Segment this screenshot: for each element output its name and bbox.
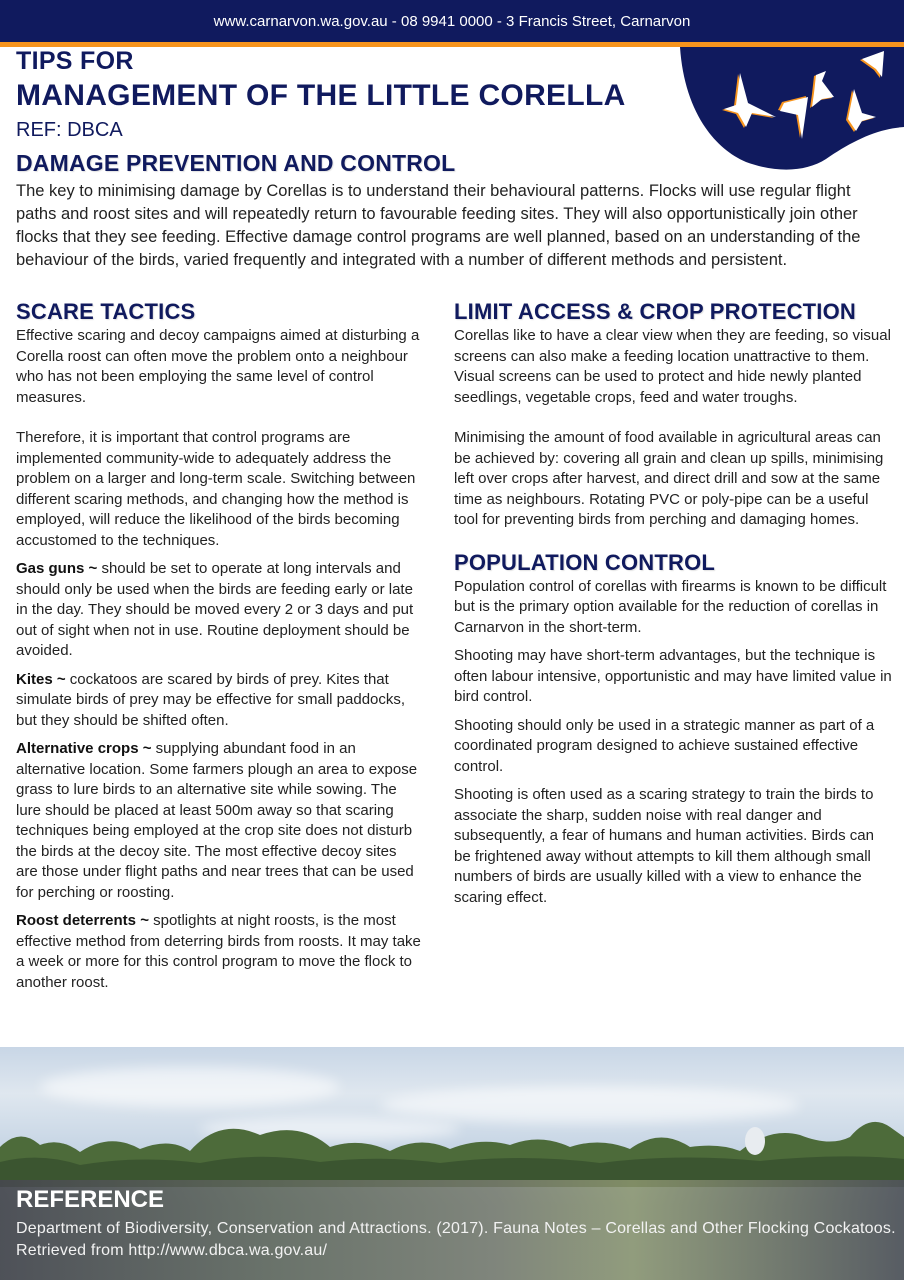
section-heading-damage-prevention: DAMAGE PREVENTION AND CONTROL [16, 150, 456, 176]
reference-citation: Department of Biodiversity, Conservation and Attractions. (2017). Fauna Notes – Corellas and Other Flocking Cockatoos. Retrieved from http://www.dbca.wa.gov.au/ [16, 1220, 896, 1259]
tactic-label: Gas guns ~ [16, 560, 98, 577]
tactic-gas-guns [16, 559, 421, 662]
section-heading-population-control: POPULATION CONTROL [454, 549, 716, 575]
section-heading-scare-tactics: SCARE TACTICS [16, 299, 196, 324]
population-paragraph: Shooting should only be used in a strategic manner as part of a coordinated program designed to achieve sustained effective control. [454, 716, 875, 775]
flying-birds-logo-icon [676, 47, 904, 172]
limit-access-paragraph-2: Minimising the amount of food available in agricultural areas can be achieved by: covering all grain and clean up spills, minimising left over crops after harvest, and direct drill and sow at the same time as neighbours. Rotating PVC or poly-pipe can be a useful tool for preventing birds from perching and damaging homes. [454, 429, 884, 528]
tactic-label: Roost deterrents ~ [16, 912, 149, 929]
section-heading-limit-access: LIMIT ACCESS & CROP PROTECTION [454, 299, 857, 324]
population-paragraph: Shooting is often used as a scaring strategy to train the birds to associate the sharp, sudden noise with real danger and subsequently, a fear of humans and human activities. Birds can be frightened away without attempts to kill them although small numbers of birds are usually killed with a view to enhance the scaring effect. [454, 786, 874, 906]
reference-tag: REF: DBCA [16, 119, 123, 141]
right-column [454, 298, 894, 916]
tree-line [0, 1107, 904, 1187]
tactic-text: should be set to operate at long intervals and should only be used when the birds are feeding early or late in the day. They should be moved every 2 or 3 days and put out of sight when not in use. Routine deployment should be avoided. [16, 560, 414, 659]
tactic-roost-deterrents [16, 911, 421, 993]
tactic-text: supplying abundant food in an alternative location. Some farmers plough an area to expose grass to lure birds to an alternative site while sowing. The lure should be placed at least 500m away so that scaring techniques being employed at the crop site does not disturb the birds at the decoy site. The most effective decoy sites are those under flight paths and near trees that can be used for perching or roosting. [16, 740, 418, 901]
tactic-label: Kites ~ [16, 670, 66, 688]
contact-text: www.carnarvon.wa.gov.au - 08 9941 0000 - 3 Francis Street, Carnarvon [213, 12, 691, 30]
limit-access-paragraph-1: Corellas like to have a clear view when they are feeding, so visual screens can also make a feeding location unattractive to them. Visual screens can be used to protect and hide newly planted seedlings, vegetable crops, feed and water troughs. [454, 327, 891, 406]
reference-heading: REFERENCE [16, 1186, 165, 1213]
tactic-text: cockatoos are scared by birds of prey. Kites that simulate birds of prey may be effective for small paddocks, but they should be shifted often. [16, 670, 406, 729]
tactic-alternative-crops [16, 739, 421, 903]
tactic-label: Alternative crops ~ [16, 740, 152, 757]
title-kicker: TIPS FOR [16, 47, 134, 75]
population-paragraph: Population control of corellas with firearms is known to be difficult but is the primary option available for the reduction of corellas in Carnarvon in the short-term. [454, 577, 887, 636]
tactic-text: spotlights at night roosts, is the most effective method from deterring birds from roosts. It may take a week or more for this control program to move the flock to another roost. [16, 912, 421, 991]
intro-paragraph: The key to minimising damage by Corellas is to understand their behavioural patterns. Flocks will use regular flight paths and roost sites and will repeatedly return to favourable feeding sites. They will also opportunistically join other flocks that they see feeding. Effective damage control programs are well planned, based on an understanding of the behaviour of the birds, varied frequently and integrated with a number of different methods and persistent. [16, 182, 861, 269]
scare-paragraph-2: Therefore, it is important that control programs are implemented community-wide to adequately address the problem on a larger and long-term scale. Switching between different scaring methods, and changing how the method is employed, will reduce the likelihood of the birds becoming accustomed to the techniques. [16, 429, 416, 549]
scare-paragraph-1: Effective scaring and decoy campaigns aimed at disturbing a Corella roost can often move the problem onto a neighbour who has not been employing the same level of control measures. [16, 327, 420, 406]
scare-tactics-column [16, 298, 421, 1001]
population-paragraph: Shooting may have short-term advantages, but the technique is often labour intensive, opportunistic and may have limited value in bird control. [454, 647, 892, 705]
tactic-kites [16, 670, 421, 732]
contact-banner [0, 0, 904, 42]
page-title: MANAGEMENT OF THE LITTLE CORELLA [16, 79, 626, 112]
